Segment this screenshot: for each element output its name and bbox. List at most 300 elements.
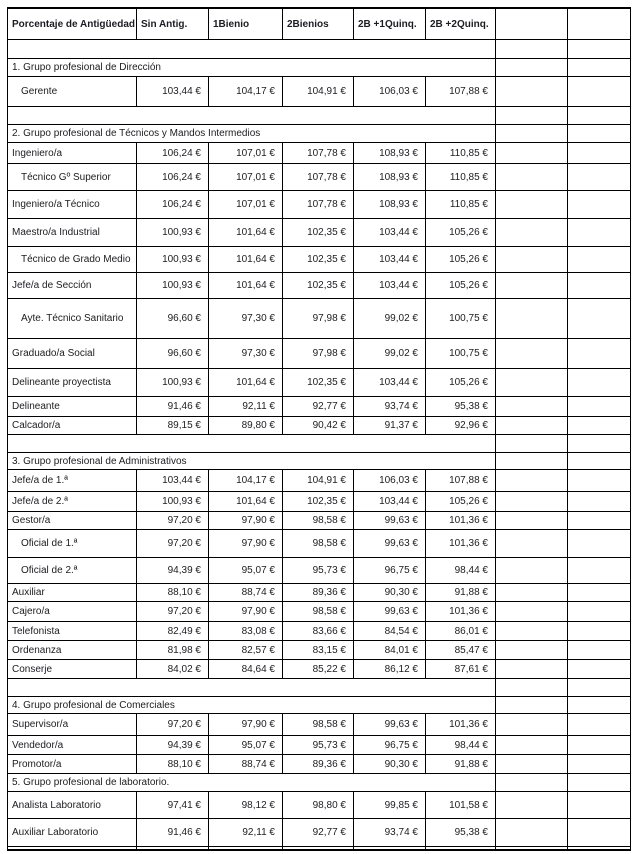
section-label-cell: 2. Grupo profesional de Técnicos y Mandos Intermedios [8,125,496,143]
value-cell: 96,75 € [354,558,426,584]
value-cell: 97,90 € [209,602,283,622]
value-cell: 89,15 € [137,417,209,435]
value-cell: 88,74 € [209,755,283,774]
empty-cell [496,453,568,470]
value-cell: 103,44 € [137,77,209,107]
empty-cell [568,512,631,530]
value-cell: 107,01 € [209,164,283,191]
empty-cell [568,191,631,219]
data-row [8,247,631,273]
value-cell: 82,49 € [137,622,209,641]
value-cell: 93,74 € [354,819,426,847]
section-row [8,59,631,77]
data-row [8,339,631,369]
value-cell: 84,54 € [354,622,426,641]
data-row [8,164,631,191]
header-cell-2bienios: 2Bienios [283,8,354,40]
value-cell: 97,98 € [283,299,354,339]
value-cell: 91,88 € [426,755,496,774]
section-label-cell: 3. Grupo profesional de Administrativos [8,453,496,470]
value-cell: 110,85 € [426,191,496,219]
value-cell: 91,88 € [426,584,496,602]
value-cell: 92,11 € [209,397,283,417]
value-cell: 105,26 € [426,492,496,512]
value-cell: 97,90 € [209,530,283,558]
value-cell: 88,74 € [209,584,283,602]
value-cell: 98,58 € [283,714,354,736]
empty-cell [496,558,568,584]
data-row [8,792,631,819]
value-cell: 100,75 € [426,339,496,369]
value-cell: 101,64 € [209,219,283,247]
value-cell: 108,93 € [354,143,426,164]
empty-cell [496,164,568,191]
empty-cell [496,273,568,299]
value-cell: 83,15 € [283,641,354,660]
value-cell: 97,90 € [209,512,283,530]
value-cell: 101,36 € [426,714,496,736]
value-cell: 91,37 € [354,417,426,435]
empty-cell [568,558,631,584]
empty-cell [568,622,631,641]
value-cell: 84,64 € [209,660,283,679]
empty-cell [496,143,568,164]
empty-cell [496,417,568,435]
data-row [8,622,631,641]
row-label-cell: Ingeniero/a Técnico [8,191,137,219]
value-cell: 103,44 € [354,219,426,247]
value-cell: 97,20 € [137,602,209,622]
empty-cell [568,697,631,714]
empty-cell [568,125,631,143]
empty-cell [496,736,568,755]
partial-cell [209,847,283,850]
empty-cell [568,530,631,558]
partial-row [8,847,631,850]
value-cell: 100,93 € [137,219,209,247]
value-cell: 88,10 € [137,755,209,774]
row-label-cell: Oficial de 1.ª [8,530,137,558]
value-cell: 107,88 € [426,470,496,492]
value-cell: 91,46 € [137,397,209,417]
empty-cell [568,819,631,847]
value-cell: 84,01 € [354,641,426,660]
empty-cell [496,77,568,107]
value-cell: 101,64 € [209,492,283,512]
empty-cell [568,435,631,453]
row-label-cell: Ayte. Técnico Sanitario [8,299,137,339]
empty-cell [568,369,631,397]
empty-cell [568,679,631,697]
value-cell: 95,07 € [209,736,283,755]
data-row [8,530,631,558]
value-cell: 97,98 € [283,339,354,369]
value-cell: 97,20 € [137,512,209,530]
row-label-cell: Técnico de Grado Medio [8,247,137,273]
value-cell: 99,02 € [354,339,426,369]
value-cell: 100,93 € [137,273,209,299]
value-cell: 96,60 € [137,299,209,339]
section-label-cell: 5. Grupo profesional de laboratorio. [8,774,496,792]
value-cell: 88,10 € [137,584,209,602]
row-label-cell: Delineante proyectista [8,369,137,397]
row-label-cell: Jefe/a de 1.ª [8,470,137,492]
value-cell: 103,44 € [354,273,426,299]
value-cell: 107,78 € [283,143,354,164]
value-cell: 90,30 € [354,584,426,602]
value-cell: 95,73 € [283,736,354,755]
value-cell: 107,01 € [209,191,283,219]
table-header [8,8,631,40]
empty-cell [568,247,631,273]
value-cell: 105,26 € [426,247,496,273]
data-row [8,143,631,164]
empty-cell [568,164,631,191]
empty-cell [568,59,631,77]
data-row [8,660,631,679]
value-cell: 95,73 € [283,558,354,584]
empty-cell [496,641,568,660]
empty-cell [568,755,631,774]
value-cell: 99,85 € [354,792,426,819]
data-row [8,641,631,660]
value-cell: 98,44 € [426,558,496,584]
section-label-cell: 4. Grupo profesional de Comerciales [8,697,496,714]
value-cell: 92,77 € [283,397,354,417]
data-row [8,492,631,512]
value-cell: 93,74 € [354,397,426,417]
empty-cell [568,397,631,417]
data-row [8,714,631,736]
row-label-cell: Calcador/a [8,417,137,435]
value-cell: 84,02 € [137,660,209,679]
value-cell: 86,12 € [354,660,426,679]
blank-row [8,40,631,59]
value-cell: 102,35 € [283,247,354,273]
partial-cell [496,847,568,850]
value-cell: 104,17 € [209,77,283,107]
empty-cell [568,453,631,470]
value-cell: 92,96 € [426,417,496,435]
empty-cell [496,299,568,339]
row-label-cell: Graduado/a Social [8,339,137,369]
document-page [7,7,631,851]
row-label-cell: Promotor/a [8,755,137,774]
value-cell: 99,63 € [354,714,426,736]
value-cell: 103,44 € [137,470,209,492]
value-cell: 101,36 € [426,512,496,530]
row-label-cell: Jefe/a de Sección [8,273,137,299]
header-cell-2b-1quinq: 2B +1Quinq. [354,8,426,40]
data-row [8,219,631,247]
table-body [8,40,631,850]
row-label-cell: Auxiliar [8,584,137,602]
blank-cell [8,40,496,59]
empty-cell [568,584,631,602]
empty-cell [496,530,568,558]
empty-cell [496,714,568,736]
blank-cell [8,107,496,125]
empty-cell [568,470,631,492]
value-cell: 101,64 € [209,273,283,299]
section-row [8,774,631,792]
value-cell: 107,78 € [283,191,354,219]
value-cell: 85,22 € [283,660,354,679]
empty-cell [496,602,568,622]
empty-cell [496,492,568,512]
empty-header-cell [496,8,568,40]
empty-cell [568,107,631,125]
empty-cell [496,435,568,453]
empty-cell [496,584,568,602]
value-cell: 96,60 € [137,339,209,369]
row-label-cell: Gerente [8,77,137,107]
blank-row [8,435,631,453]
row-label-cell: Telefonista [8,622,137,641]
empty-cell [496,660,568,679]
empty-cell [496,470,568,492]
data-row [8,191,631,219]
row-label-cell: Vendedor/a [8,736,137,755]
empty-cell [496,125,568,143]
empty-cell [496,397,568,417]
value-cell: 106,24 € [137,191,209,219]
empty-cell [496,219,568,247]
data-row [8,417,631,435]
row-label-cell: Ordenanza [8,641,137,660]
blank-row [8,107,631,125]
value-cell: 101,36 € [426,602,496,622]
value-cell: 89,80 € [209,417,283,435]
data-row [8,602,631,622]
blank-row [8,679,631,697]
data-row [8,369,631,397]
empty-cell [568,417,631,435]
value-cell: 90,30 € [354,755,426,774]
value-cell: 94,39 € [137,558,209,584]
empty-cell [496,59,568,77]
empty-cell [496,792,568,819]
value-cell: 101,58 € [426,792,496,819]
row-label-cell: Ingeniero/a [8,143,137,164]
empty-cell [568,339,631,369]
value-cell: 98,58 € [283,602,354,622]
header-cell-2b-2quinq: 2B +2Quinq. [426,8,496,40]
value-cell: 106,03 € [354,470,426,492]
section-row [8,125,631,143]
partial-cell [137,847,209,850]
value-cell: 92,77 € [283,819,354,847]
empty-cell [496,622,568,641]
value-cell: 106,24 € [137,164,209,191]
value-cell: 99,63 € [354,530,426,558]
value-cell: 101,64 € [209,247,283,273]
data-row [8,558,631,584]
row-label-cell: Gestor/a [8,512,137,530]
value-cell: 97,41 € [137,792,209,819]
row-label-cell: Delineante [8,397,137,417]
empty-cell [496,697,568,714]
value-cell: 97,20 € [137,714,209,736]
value-cell: 108,93 € [354,191,426,219]
value-cell: 81,98 € [137,641,209,660]
value-cell: 105,26 € [426,273,496,299]
row-label-cell: Cajero/a [8,602,137,622]
empty-header-cell [568,8,631,40]
empty-cell [496,369,568,397]
value-cell: 101,64 € [209,369,283,397]
row-label-cell: Analista Laboratorio [8,792,137,819]
empty-cell [568,660,631,679]
value-cell: 98,12 € [209,792,283,819]
header-cell-antiquity-percentage: Porcentaje de Antigüedad [8,8,137,40]
empty-cell [496,191,568,219]
value-cell: 99,63 € [354,602,426,622]
value-cell: 87,61 € [426,660,496,679]
data-row [8,299,631,339]
value-cell: 83,08 € [209,622,283,641]
value-cell: 97,90 € [209,714,283,736]
value-cell: 110,85 € [426,143,496,164]
value-cell: 91,46 € [137,819,209,847]
data-row [8,397,631,417]
header-row [8,8,631,40]
partial-cell [283,847,354,850]
value-cell: 107,78 € [283,164,354,191]
value-cell: 104,91 € [283,77,354,107]
value-cell: 102,35 € [283,369,354,397]
empty-cell [496,819,568,847]
value-cell: 107,88 € [426,77,496,107]
empty-cell [568,77,631,107]
value-cell: 108,93 € [354,164,426,191]
value-cell: 100,93 € [137,247,209,273]
partial-cell [568,847,631,850]
value-cell: 102,35 € [283,219,354,247]
partial-cell [426,847,496,850]
value-cell: 103,44 € [354,492,426,512]
row-label-cell: Técnico Gº Superior [8,164,137,191]
empty-cell [568,641,631,660]
value-cell: 106,24 € [137,143,209,164]
value-cell: 98,58 € [283,530,354,558]
row-label-cell: Auxiliar Laboratorio [8,819,137,847]
empty-cell [496,339,568,369]
empty-cell [568,792,631,819]
section-label-cell: 1. Grupo profesional de Dirección [8,59,496,77]
value-cell: 103,44 € [354,369,426,397]
empty-cell [496,512,568,530]
data-row [8,273,631,299]
empty-cell [568,736,631,755]
header-cell-sin-antig: Sin Antig. [137,8,209,40]
value-cell: 104,91 € [283,470,354,492]
section-row [8,697,631,714]
value-cell: 89,36 € [283,755,354,774]
value-cell: 90,42 € [283,417,354,435]
value-cell: 85,47 € [426,641,496,660]
row-label-cell: Oficial de 2.ª [8,558,137,584]
data-row [8,77,631,107]
data-row [8,512,631,530]
value-cell: 95,07 € [209,558,283,584]
value-cell: 94,39 € [137,736,209,755]
value-cell: 97,30 € [209,339,283,369]
empty-cell [496,679,568,697]
empty-cell [568,299,631,339]
data-row [8,470,631,492]
section-row [8,453,631,470]
value-cell: 110,85 € [426,164,496,191]
value-cell: 99,63 € [354,512,426,530]
value-cell: 95,38 € [426,397,496,417]
empty-cell [496,40,568,59]
blank-cell [8,435,496,453]
row-label-cell: Supervisor/a [8,714,137,736]
data-row [8,755,631,774]
value-cell: 105,26 € [426,219,496,247]
empty-cell [568,40,631,59]
empty-cell [568,774,631,792]
data-row [8,736,631,755]
data-row [8,584,631,602]
antiquity-salary-table [7,7,631,851]
blank-cell [8,679,496,697]
empty-cell [496,247,568,273]
empty-cell [568,219,631,247]
value-cell: 82,57 € [209,641,283,660]
value-cell: 98,80 € [283,792,354,819]
value-cell: 96,75 € [354,736,426,755]
value-cell: 92,11 € [209,819,283,847]
value-cell: 107,01 € [209,143,283,164]
empty-cell [568,143,631,164]
value-cell: 98,44 € [426,736,496,755]
partial-cell [354,847,426,850]
value-cell: 103,44 € [354,247,426,273]
data-row [8,819,631,847]
row-label-cell: Maestro/a Industrial [8,219,137,247]
value-cell: 100,93 € [137,492,209,512]
row-label-cell: Conserje [8,660,137,679]
value-cell: 97,30 € [209,299,283,339]
empty-cell [568,273,631,299]
value-cell: 86,01 € [426,622,496,641]
value-cell: 106,03 € [354,77,426,107]
partial-cell [8,847,137,850]
value-cell: 89,36 € [283,584,354,602]
value-cell: 95,38 € [426,819,496,847]
value-cell: 100,75 € [426,299,496,339]
value-cell: 99,02 € [354,299,426,339]
empty-cell [496,774,568,792]
row-label-cell: Jefe/a de 2.ª [8,492,137,512]
value-cell: 97,20 € [137,530,209,558]
header-cell-1bienio: 1Bienio [209,8,283,40]
value-cell: 102,35 € [283,492,354,512]
empty-cell [568,602,631,622]
empty-cell [568,714,631,736]
value-cell: 102,35 € [283,273,354,299]
empty-cell [568,492,631,512]
empty-cell [496,107,568,125]
value-cell: 100,93 € [137,369,209,397]
value-cell: 105,26 € [426,369,496,397]
value-cell: 101,36 € [426,530,496,558]
value-cell: 83,66 € [283,622,354,641]
value-cell: 104,17 € [209,470,283,492]
value-cell: 98,58 € [283,512,354,530]
